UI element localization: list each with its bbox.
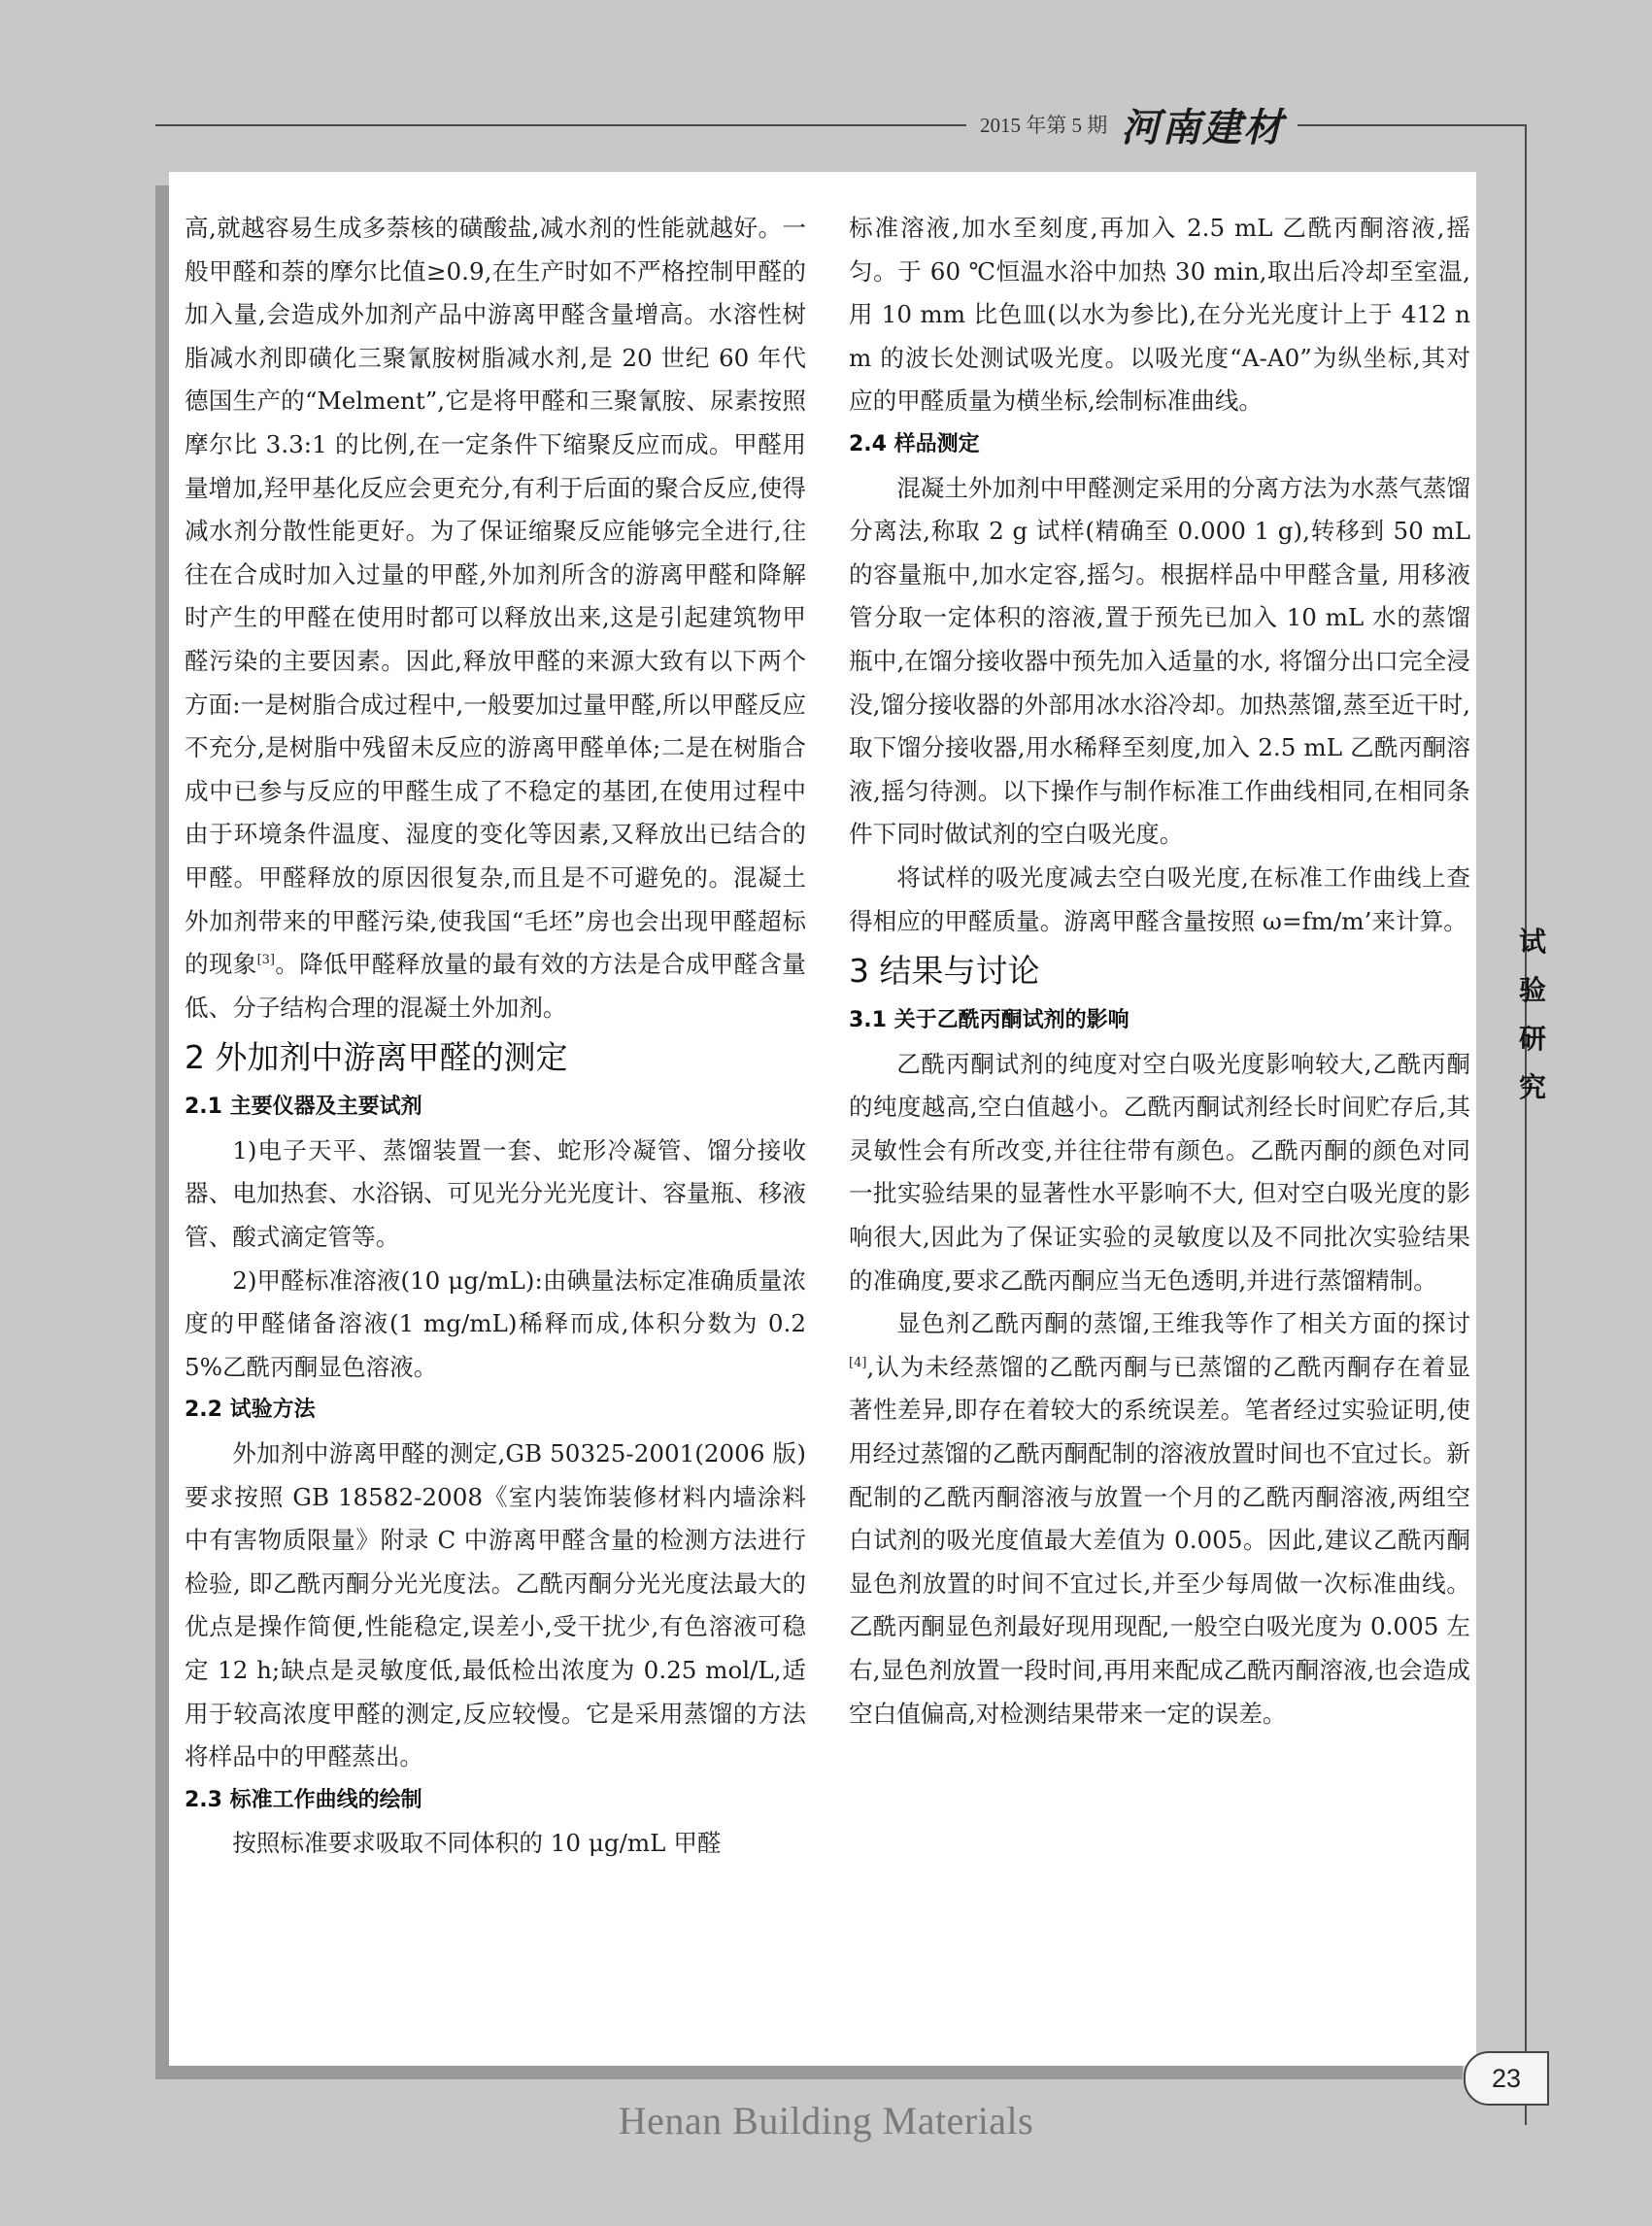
journal-title-en: Henan Building Materials bbox=[618, 2099, 1034, 2142]
paragraph: 将试样的吸光度减去空白吸光度,在标准工作曲线上查得相应的甲醛质量。游离甲醛含量按照 ω=fm/m’来计算。 bbox=[849, 862, 1470, 935]
text-run: 显色剂乙酰丙酮的蒸馏,王维我等作了相关方面的探讨 bbox=[896, 1309, 1470, 1338]
subsection-heading: 2.4 样品测定 bbox=[849, 431, 980, 456]
header-rule bbox=[155, 124, 1525, 126]
text-run: 高,就越容易生成多萘核的磺酸盐,减水剂的性能就越好。一般甲醛和萘的摩尔比值≥0.9,在生产时如不严格控制甲醛的加入量,会造成外加剂产品中游离甲醛含量增高。水溶性树脂减水剂即磺化三聚氰胺树脂减水剂,是 20 世纪 60 年代德国生产的“Melment”,它是将甲醛和三聚氰胺、尿素按照摩尔比 3.3:1 的比例,在一定条件下缩聚反应而成。甲醛用量增加,羟甲基化反应会更充分,有利于后面的聚合反应,使得减水剂分散性能更好。为了保证缩聚反应能够完全进行,往往在合成时加入过量的甲醛,外加剂所含的游离甲醛和降解时产生的甲醛在使用时都可以释放出来,这是引起建筑物甲醛污染的主要因素。因此,释放甲醛的来源大致有以下两个方面:一是树脂合成过程中,一般要加过量甲醛,所以甲醛反应不充分,是树脂中残留未反应的游离甲醛单体;二是在树脂合成中已参与反应的甲醛生成了不稳定的基团,在使用过程中由于环境条件温度、湿度的变化等因素,又释放出已结合的甲醛。甲醛释放的原因很复杂,而且是不可避免的。混凝土外加剂带来的甲醛污染,使我国“毛坯”房也会出现甲醛超标的现象 bbox=[185, 214, 806, 979]
paragraph: 按照标准要求吸取不同体积的 10 μg/mL 甲醛 bbox=[232, 1829, 722, 1858]
issue-label: 2015 年第 5 期 bbox=[980, 114, 1108, 137]
page-panel bbox=[169, 172, 1476, 2066]
right-column bbox=[849, 207, 1470, 1736]
text-run: 。降低甲醛释放量的最有效的方法是合成甲醛含量低、分子结构合理的混凝土外加剂。 bbox=[185, 950, 806, 1022]
subsection-heading: 2.2 试验方法 bbox=[185, 1398, 316, 1423]
paragraph: 乙酰丙酮试剂的纯度对空白吸光度影响较大,乙酰丙酮的纯度越高,空白值越小。乙酰丙酮试剂经长时间贮存后,其灵敏性会有所改变,并往往带有颜色。乙酰丙酮的颜色对同一批实验结果的显著性水平影响不大, 但对空白吸光度的影响很大,因此为了保证实验的灵敏度以及不同批次实验结果的准确度,要求乙酰丙酮应当无色透明,并进行蒸馏精制。 bbox=[849, 1049, 1470, 1295]
text-run: ,认为未经蒸馏的乙酰丙酮与已蒸馏的乙酰丙酮存在着显著性差异,即存在着较大的系统误差。笔者经过实验证明,使用经过蒸馏的乙酰丙酮配制的溶液放置时间也不宜过长。新配制的乙酰丙酮溶液与放置一个月的乙酰丙酮溶液,两组空白试剂的吸光度值最大差值为 0.005。因此,建议乙酰丙酮显色剂放置的时间不宜过长,并至少每周做一次标准曲线。乙酰丙酮显色剂最好现用现配,一般空白吸光度为 0.005 左右,显色剂放置一段时间,再用来配成乙酰丙酮溶液,也会造成空白值偏高,对检测结果带来一定的误差。 bbox=[849, 1352, 1470, 1728]
section-tab bbox=[1511, 921, 1554, 1109]
paragraph: 外加剂中游离甲醛的测定,GB 50325-2001(2006 版)要求按照 GB 18582-2008《室内装饰装修材料内墙涂料中有害物质限量》附录 C 中游离甲醛含量的检测方法进行检验, 即乙酰丙酮分光光度法。乙酰丙酮分光光度法最大的优点是操作简便,性能稳定,误差小,受干扰少,有色溶液可稳定 12 h;缺点是灵敏度低,最低检出浓度为 0.25 mol/L,适用于较高浓度甲醛的测定,反应较慢。它是采用蒸馏的方法将样品中的甲醛蒸出。 bbox=[185, 1439, 806, 1771]
section-tab-char: 研 bbox=[1518, 1023, 1546, 1055]
running-header bbox=[966, 105, 1298, 151]
section-tab-char: 试 bbox=[1518, 926, 1546, 958]
subsection-heading: 2.3 标准工作曲线的绘制 bbox=[185, 1787, 422, 1812]
page-number: 23 bbox=[1464, 2051, 1549, 2106]
journal-title-cn: 河南建材 bbox=[1121, 105, 1285, 151]
right-frame-line bbox=[1525, 124, 1527, 2125]
section-tab-char: 验 bbox=[1518, 974, 1546, 1006]
citation-ref: [3] bbox=[256, 953, 276, 967]
paragraph bbox=[849, 1302, 1470, 1736]
subsection-heading: 2.1 主要仪器及主要试剂 bbox=[185, 1095, 422, 1120]
paragraph bbox=[185, 207, 806, 1029]
section-heading: 2 外加剂中游离甲醛的测定 bbox=[185, 1038, 568, 1077]
section-tab-char: 究 bbox=[1518, 1071, 1546, 1103]
citation-ref: [4] bbox=[849, 1355, 867, 1370]
paragraph: 标准溶液,加水至刻度,再加入 2.5 mL 乙酰丙酮溶液,摇匀。于 60 ℃恒温水浴中加热 30 min,取出后冷却至室温,用 10 mm 比色皿(以水为参比),在分光光度计上于 412 nm 的波长处测试吸光度。以吸光度“A-A0”为纵坐标,其对应的甲醛质量为横坐标,绘制标准曲线。 bbox=[849, 214, 1470, 416]
paragraph: 1)电子天平、蒸馏装置一套、蛇形冷凝管、馏分接收器、电加热套、水浴锅、可见光分光光度计、容量瓶、移液管、酸式滴定管等。 bbox=[185, 1135, 806, 1252]
left-column bbox=[185, 207, 806, 1866]
paragraph: 2)甲醛标准溶液(10 μg/mL):由碘量法标定准确质量浓度的甲醛储备溶液(1 mg/mL)稀释而成,体积分数为 0.25%乙酰丙酮显色溶液。 bbox=[185, 1265, 806, 1381]
subsection-heading: 3.1 关于乙酰丙酮试剂的影响 bbox=[849, 1008, 1129, 1033]
paragraph: 混凝土外加剂中甲醛测定采用的分离方法为水蒸气蒸馏分离法,称取 2 g 试样(精确至 0.000 1 g),转移到 50 mL 的容量瓶中,加水定容,摇匀。根据样品中甲醛含量, 用移液管分取一定体积的溶液,置于预先已加入 10 mL 水的蒸馏瓶中,在馏分接收器中预先加入适量的水, 将馏分出口完全浸没,馏分接收器的外部用冰水浴冷却。加热蒸馏,蒸至近干时,取下馏分接收器,用水稀释至刻度,加入 2.5 mL 乙酰丙酮溶液,摇匀待测。以下操作与制作标准工作曲线相同,在相同条件下同时做试剂的空白吸光度。 bbox=[849, 473, 1470, 849]
section-heading: 3 结果与讨论 bbox=[849, 952, 1040, 991]
